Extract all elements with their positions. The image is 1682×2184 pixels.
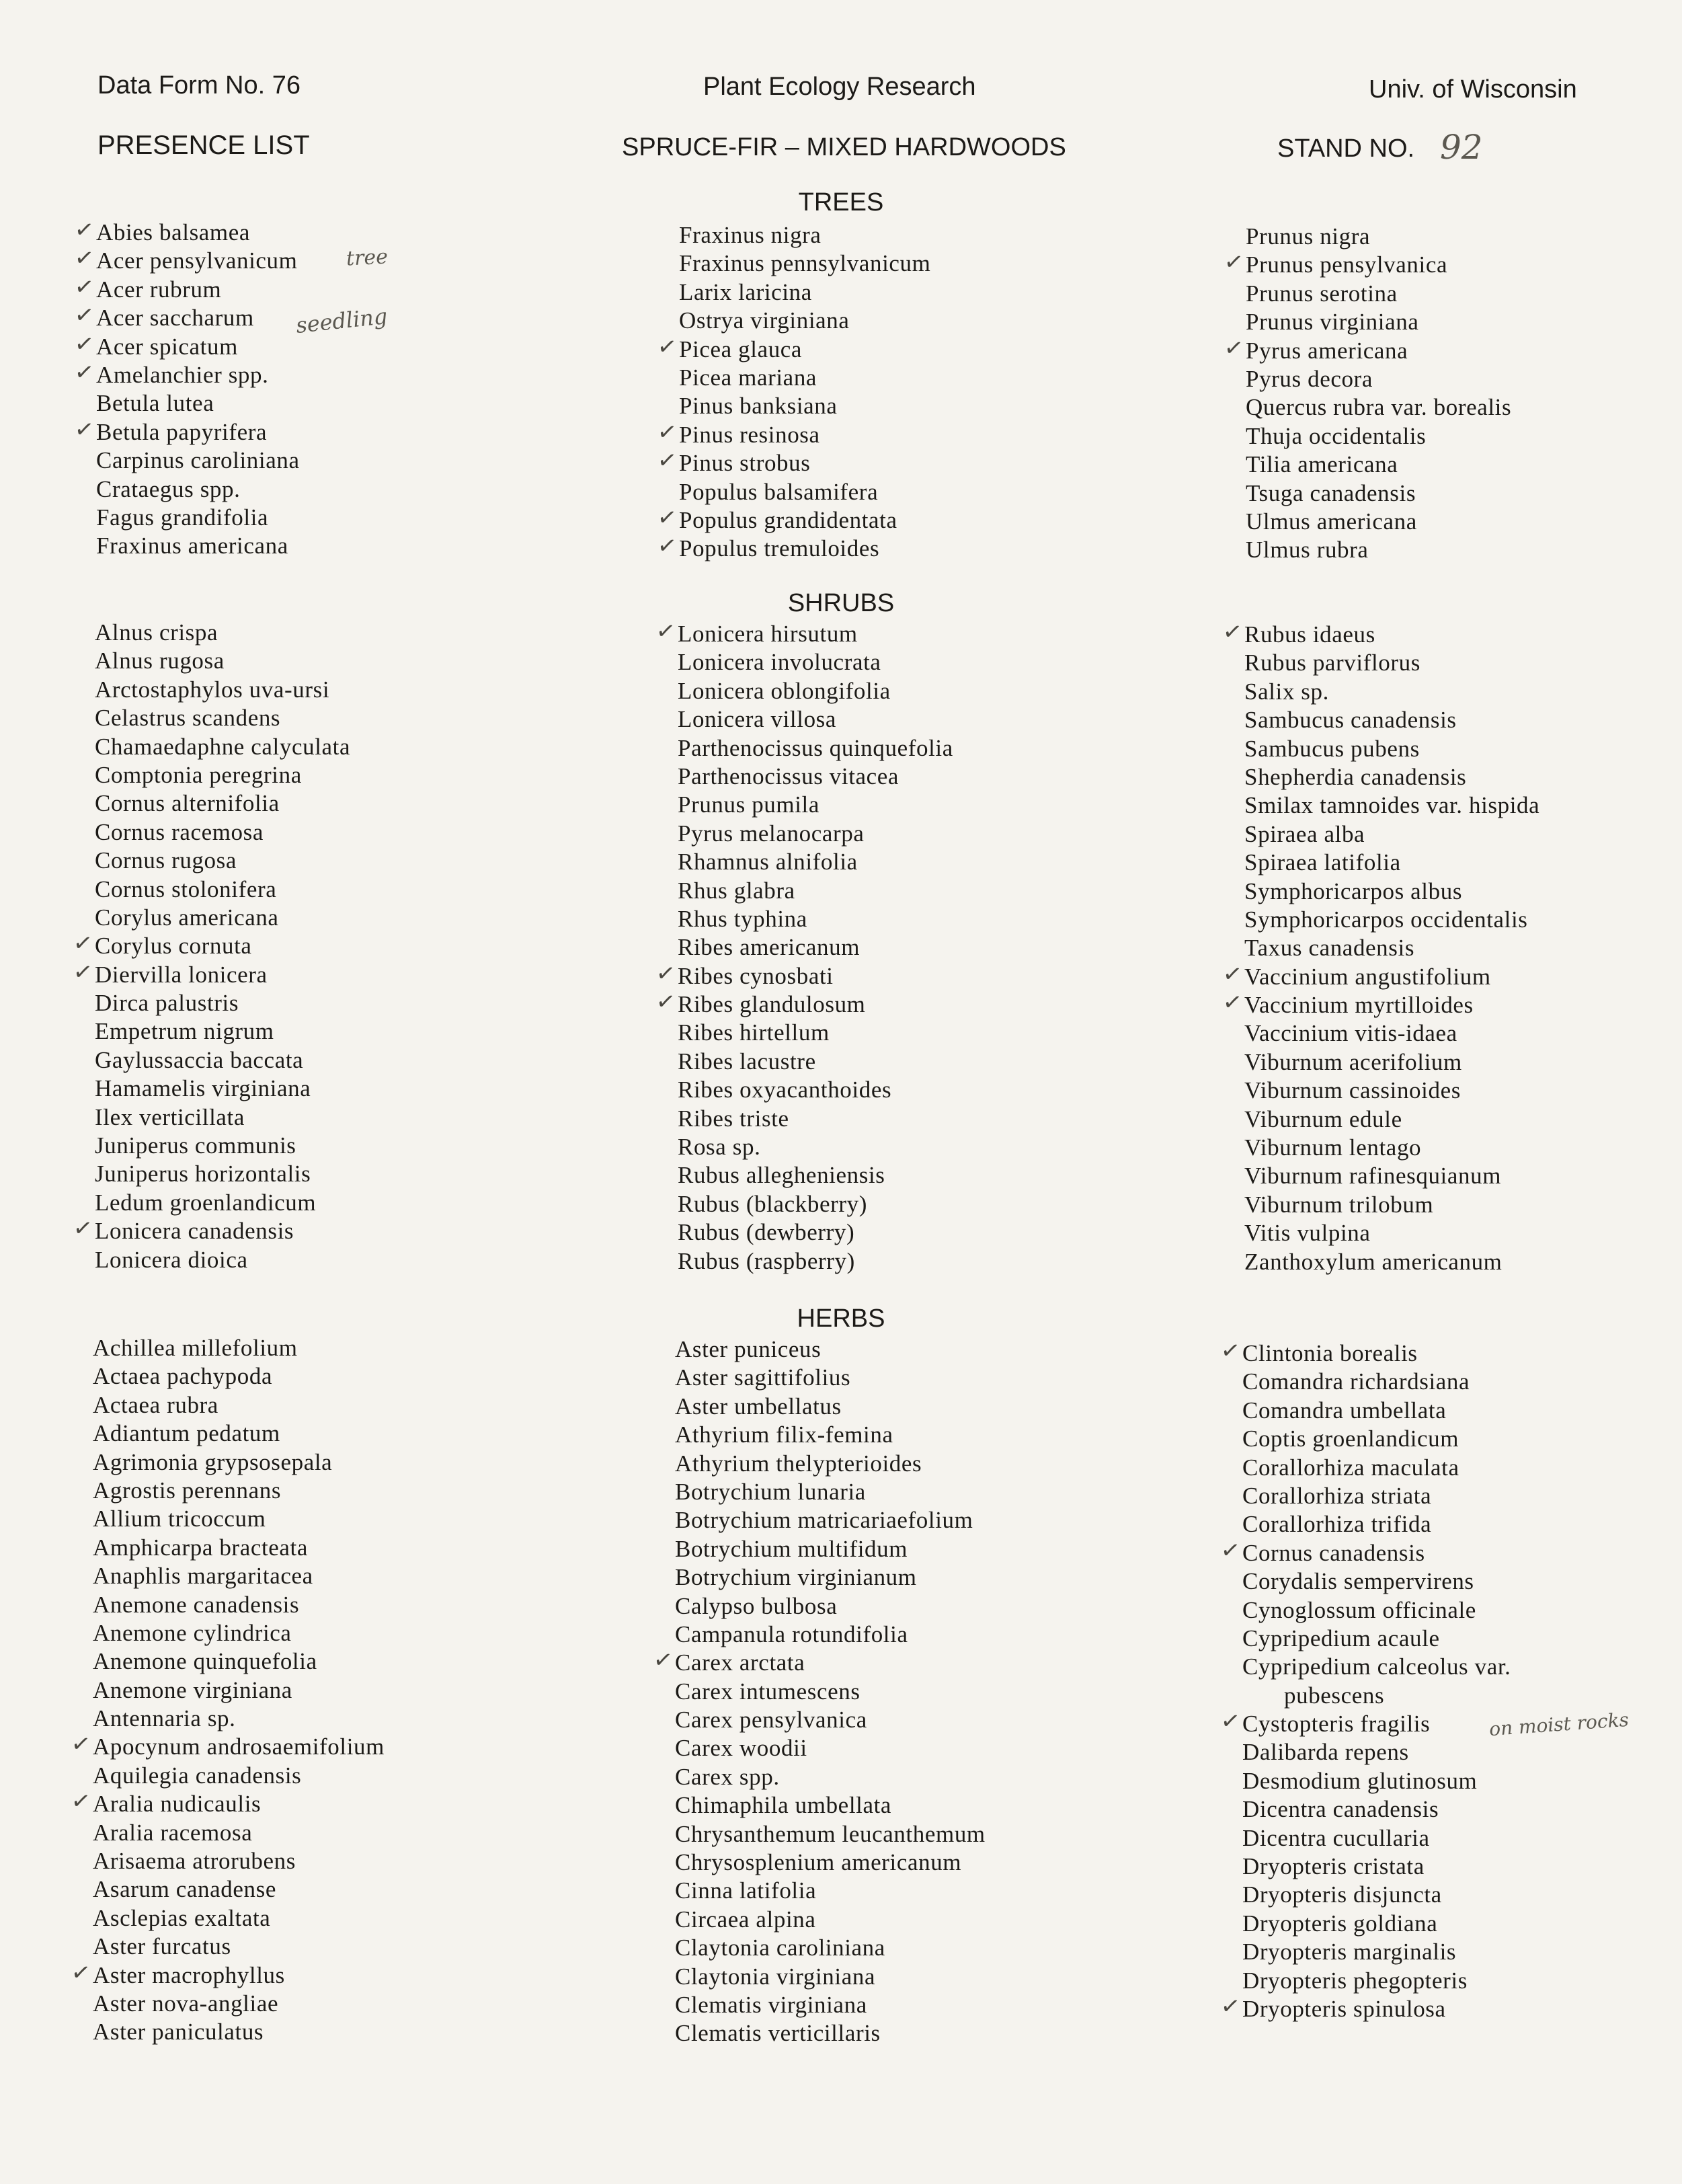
handwritten-note-moist-rocks: on moist rocks	[1488, 1708, 1630, 1741]
species-item: Carpinus caroliniana	[96, 447, 300, 474]
species-item: Cypripedium calceolus var.	[1242, 1653, 1511, 1680]
species-item: ✓ Aralia nudicaulis	[93, 1790, 385, 1818]
species-item: Shepherdia canadensis	[1244, 763, 1467, 790]
species-item: Vaccinium vitis-idaea	[1244, 1020, 1457, 1047]
species-item: Spiraea alba	[1244, 820, 1365, 847]
species-item: Claytonia virginiana	[675, 1963, 876, 1990]
species-item: Carex intumescens	[675, 1678, 860, 1705]
species-item: Corydalis sempervirens	[1242, 1568, 1474, 1595]
species-item: Spiraea latifolia	[1244, 849, 1401, 876]
species-item: Athyrium filix-femina	[675, 1421, 893, 1448]
species-item: Prunus virginiana	[1246, 309, 1419, 336]
species-item: Rubus parviflorus	[1244, 650, 1420, 676]
species-item: Rubus allegheniensis	[678, 1162, 885, 1189]
shrubs-column-2	[678, 620, 953, 1276]
species-item: Viburnum edule	[1244, 1105, 1402, 1132]
species-item: Corylus americana	[95, 904, 279, 931]
species-item: ✓ Populus grandidentata	[679, 506, 930, 535]
species-item: ✓ Aster macrophyllus	[93, 1961, 385, 1990]
species-item: Ribes oxyacanthoides	[678, 1077, 892, 1103]
species-item: ✓ Diervilla lonicera	[95, 961, 350, 989]
species-item: Aquilegia canadensis	[93, 1762, 302, 1789]
species-item: Corallorhiza maculata	[1242, 1454, 1459, 1481]
species-item: Chimaphila umbellata	[675, 1792, 892, 1819]
handwritten-note-seedling: seedling	[294, 303, 389, 339]
species-item: Ostrya virginiana	[679, 307, 850, 334]
species-item: Ilex verticillata	[95, 1103, 245, 1130]
species-item: Agrostis perennans	[93, 1477, 282, 1504]
species-item: Cynoglossum officinale	[1242, 1596, 1476, 1623]
species-item: Sambucus canadensis	[1244, 707, 1457, 734]
species-item: ✓ Ribes glandulosum	[678, 990, 953, 1019]
species-item: Cinna latifolia	[675, 1877, 817, 1904]
species-item: Ribes hirtellum	[678, 1019, 830, 1046]
species-item: Rubus (dewberry)	[678, 1219, 855, 1246]
species-item: Dryopteris disjuncta	[1242, 1881, 1442, 1908]
species-item: Taxus canadensis	[1244, 935, 1415, 962]
species-item: Prunus pumila	[678, 791, 819, 818]
list-title: PRESENCE LIST	[97, 130, 310, 160]
shrubs-column-3	[1244, 621, 1539, 1276]
species-item: Chrysosplenium americanum	[675, 1849, 962, 1876]
species-item: ✓ Acer saccharum	[96, 304, 300, 332]
species-item: ✓ Vaccinium myrtilloides	[1244, 991, 1539, 1019]
species-item: Asarum canadense	[93, 1876, 276, 1903]
species-item: Dalibarda repens	[1242, 1739, 1409, 1766]
species-item: Corallorhiza striata	[1242, 1482, 1432, 1509]
species-item: ✓ Lonicera canadensis	[95, 1217, 350, 1245]
species-item: Comptonia peregrina	[95, 761, 302, 788]
trees-column-3	[1246, 223, 1511, 565]
species-item: ✓ Populus tremuloides	[679, 535, 930, 563]
species-item: ✓ Rubus idaeus	[1244, 621, 1539, 649]
species-item: Picea mariana	[679, 364, 817, 391]
species-item: Amphicarpa bracteata	[93, 1534, 309, 1561]
species-item: pubescens	[1284, 1682, 1385, 1709]
species-item: Dicentra canadensis	[1242, 1796, 1439, 1823]
species-item: ✓ Cornus canadensis	[1242, 1539, 1511, 1567]
species-item: ✓ Apocynum androsaemifolium	[93, 1733, 385, 1761]
species-item: Chrysanthemum leucanthemum	[675, 1820, 986, 1847]
species-item: Anemone quinquefolia	[93, 1648, 317, 1675]
species-item: Anemone virginiana	[93, 1676, 292, 1703]
species-item: Chamaedaphne calyculata	[95, 733, 351, 760]
species-item: Viburnum lentago	[1244, 1134, 1422, 1161]
stand-label: STAND NO.	[1277, 134, 1415, 163]
species-item: Aster puniceus	[675, 1336, 822, 1362]
species-item: Tilia americana	[1246, 451, 1398, 478]
species-item: Coptis groenlandicum	[1242, 1426, 1459, 1452]
species-item: Dryopteris phegopteris	[1242, 1967, 1468, 1994]
species-item: Prunus serotina	[1246, 280, 1398, 307]
species-item: Parthenocissus vitacea	[678, 763, 899, 789]
species-item: ✓ Clintonia borealis	[1242, 1339, 1511, 1368]
species-item: Aster paniculatus	[93, 2019, 264, 2045]
species-item: Betula lutea	[96, 390, 214, 417]
species-item: Adiantum pedatum	[93, 1420, 280, 1447]
species-item: Clematis verticillaris	[675, 2020, 881, 2047]
species-item: Fraxinus americana	[96, 533, 288, 559]
species-item: Larix laricina	[679, 278, 812, 305]
species-item: Ribes americanum	[678, 934, 860, 961]
species-item: ✓ Ribes cynosbati	[678, 962, 953, 990]
species-item: Antennaria sp.	[93, 1705, 236, 1732]
species-item: Anaphlis margaritacea	[93, 1563, 313, 1590]
species-item: Alnus crispa	[95, 619, 218, 646]
species-item: Aster furcatus	[93, 1933, 231, 1960]
species-item: Botrychium lunaria	[675, 1478, 866, 1505]
species-item: Rubus (blackberry)	[678, 1190, 867, 1217]
species-item: Dryopteris cristata	[1242, 1853, 1425, 1880]
species-item: Cornus rugosa	[95, 847, 237, 874]
species-item: Viburnum trilobum	[1244, 1191, 1434, 1218]
species-item: Empetrum nigrum	[95, 1018, 274, 1045]
species-item: ✓ Dryopteris spinulosa	[1242, 1995, 1511, 2023]
species-item: Ledum groenlandicum	[95, 1189, 317, 1216]
species-item: Gaylussaccia baccata	[95, 1046, 304, 1073]
species-item: Ulmus americana	[1246, 508, 1417, 535]
species-item: Sambucus pubens	[1244, 735, 1420, 762]
species-item: ✓ Acer spicatum	[96, 333, 300, 361]
species-item: Comandra umbellata	[1242, 1397, 1447, 1424]
handwritten-note-tree: tree	[346, 245, 389, 271]
species-item: Corallorhiza trifida	[1242, 1511, 1432, 1538]
species-item: Pyrus decora	[1246, 365, 1373, 392]
species-item: Lonicera involucrata	[678, 649, 881, 676]
species-item: Rhamnus alnifolia	[678, 849, 858, 875]
species-item: Parthenocissus quinquefolia	[678, 734, 953, 761]
section-title-trees: TREES	[798, 188, 884, 217]
species-item: Crataegus spp.	[96, 475, 241, 502]
species-item: Fagus grandifolia	[96, 504, 269, 531]
species-item: Cornus alternifolia	[95, 790, 280, 817]
species-item: Salix sp.	[1244, 678, 1329, 705]
species-item: Aster nova-angliae	[93, 1990, 279, 2017]
species-item: Vitis vulpina	[1244, 1220, 1371, 1247]
community-title: SPRUCE-FIR – MIXED HARDWOODS	[622, 133, 1066, 161]
species-item: Allium tricoccum	[93, 1506, 266, 1532]
species-item: Clematis virginiana	[675, 1991, 867, 2018]
species-item: Aster umbellatus	[675, 1393, 842, 1419]
species-item: Carex pensylvanica	[675, 1707, 867, 1733]
species-item: Aster sagittifolius	[675, 1364, 851, 1391]
species-item: Smilax tamnoides var. hispida	[1244, 792, 1540, 819]
species-item: Lonicera oblongifolia	[678, 677, 891, 704]
species-item: Pinus banksiana	[679, 393, 838, 420]
university-name: Univ. of Wisconsin	[1369, 75, 1577, 104]
species-item: Juniperus horizontalis	[95, 1161, 311, 1187]
species-item: Dryopteris marginalis	[1242, 1939, 1457, 1965]
species-item: Symphoricarpos occidentalis	[1244, 906, 1528, 933]
trees-column-2	[679, 221, 930, 563]
species-item: Populus balsamifera	[679, 478, 879, 505]
species-item: Aralia racemosa	[93, 1819, 253, 1846]
species-item: Claytonia caroliniana	[675, 1935, 885, 1961]
herbs-column-2	[675, 1335, 986, 2048]
species-item: Botrychium matricariaefolium	[675, 1507, 973, 1534]
herbs-column-3	[1242, 1339, 1511, 2023]
species-item: Ulmus rubra	[1246, 537, 1369, 563]
species-item: Fraxinus nigra	[679, 222, 822, 248]
species-item: Tsuga canadensis	[1246, 479, 1416, 506]
species-item: ✓ Pinus resinosa	[679, 421, 930, 449]
species-item: ✓ Cystopteris fragilis	[1242, 1710, 1511, 1738]
species-item: Cornus racemosa	[95, 818, 264, 845]
species-item: Juniperus communis	[95, 1132, 296, 1159]
species-item: Comandra richardsiana	[1242, 1368, 1470, 1395]
species-item: Viburnum cassinoides	[1244, 1077, 1461, 1104]
species-item: Athyrium thelypterioides	[675, 1450, 922, 1477]
species-item: Carex spp.	[675, 1763, 780, 1790]
species-item: Arisaema atrorubens	[93, 1848, 296, 1875]
species-item: Quercus rubra var. borealis	[1246, 394, 1512, 421]
species-item: ✓ Picea glauca	[679, 336, 930, 364]
species-item: Viburnum rafinesquianum	[1244, 1163, 1502, 1190]
species-item: Anemone canadensis	[93, 1591, 300, 1618]
species-item: ✓ Amelanchier spp.	[96, 361, 300, 389]
species-item: Celastrus scandens	[95, 705, 281, 732]
species-item: Rhus typhina	[678, 905, 807, 932]
stand-number: 92	[1440, 128, 1483, 167]
species-item: Viburnum acerifolium	[1244, 1048, 1462, 1075]
species-item: Ribes triste	[678, 1105, 789, 1132]
section-title-herbs: HERBS	[797, 1304, 885, 1333]
species-item: Circaea alpina	[675, 1906, 816, 1933]
species-item: Asclepias exaltata	[93, 1904, 271, 1931]
species-item: Thuja occidentalis	[1246, 422, 1427, 449]
species-item: Cypripedium acaule	[1242, 1625, 1440, 1651]
org-name: Plant Ecology Research	[703, 73, 976, 101]
trees-column-1	[96, 219, 300, 561]
section-title-shrubs: SHRUBS	[787, 589, 895, 617]
species-item: Zanthoxylum americanum	[1244, 1248, 1503, 1275]
species-item: Carex woodii	[675, 1735, 807, 1762]
species-item: Cornus stolonifera	[95, 875, 277, 902]
species-item: Lonicera villosa	[678, 706, 837, 733]
species-item: Ribes lacustre	[678, 1048, 816, 1075]
species-item: ✓ Acer pensylvanicum	[96, 247, 300, 275]
species-item: Botrychium multifidum	[675, 1535, 908, 1562]
species-item: ✓ Vaccinium angustifolium	[1244, 963, 1539, 991]
species-item: Actaea pachypoda	[93, 1363, 273, 1390]
species-item: Alnus rugosa	[95, 648, 225, 674]
form-number: Data Form No. 76	[97, 71, 301, 100]
species-item: Dicentra cucullaria	[1242, 1824, 1430, 1851]
species-item: Symphoricarpos albus	[1244, 878, 1463, 904]
species-item: Anemone cylindrica	[93, 1619, 292, 1646]
species-item: Lonicera dioica	[95, 1246, 248, 1273]
herbs-column-1	[93, 1334, 385, 2047]
species-item: Rhus glabra	[678, 877, 795, 904]
species-item: ✓ Lonicera hirsutum	[678, 620, 953, 648]
species-item: Dirca palustris	[95, 990, 239, 1017]
species-item: Dryopteris goldiana	[1242, 1910, 1438, 1937]
species-item: ✓ Corylus cornuta	[95, 932, 350, 960]
species-item: Desmodium glutinosum	[1242, 1767, 1478, 1794]
species-item: Fraxinus pennsylvanicum	[679, 250, 931, 277]
species-item: ✓ Betula papyrifera	[96, 418, 300, 446]
shrubs-column-1	[95, 619, 350, 1274]
species-item: Botrychium virginianum	[675, 1564, 917, 1591]
species-item: Campanula rotundifolia	[675, 1621, 908, 1647]
species-item: ✓ Prunus pensylvanica	[1246, 251, 1511, 279]
species-item: ✓ Carex arctata	[675, 1649, 986, 1677]
species-item: ✓ Acer rubrum	[96, 276, 300, 304]
species-item: Hamamelis virginiana	[95, 1075, 311, 1102]
species-item: ✓ Pyrus americana	[1246, 337, 1511, 365]
species-item: Prunus nigra	[1246, 223, 1371, 249]
species-item: ✓ Abies balsamea	[96, 219, 300, 247]
species-item: Rosa sp.	[678, 1134, 761, 1161]
species-item: Agrimonia grypsosepala	[93, 1448, 333, 1475]
species-item: Calypso bulbosa	[675, 1592, 838, 1619]
species-item: Pyrus melanocarpa	[678, 820, 865, 847]
species-item: ✓ Pinus strobus	[679, 449, 930, 477]
species-item: Rubus (raspberry)	[678, 1247, 855, 1274]
species-item: Actaea rubra	[93, 1391, 218, 1418]
species-item: Achillea millefolium	[93, 1335, 298, 1361]
species-item: Arctostaphylos uva-ursi	[95, 676, 330, 703]
